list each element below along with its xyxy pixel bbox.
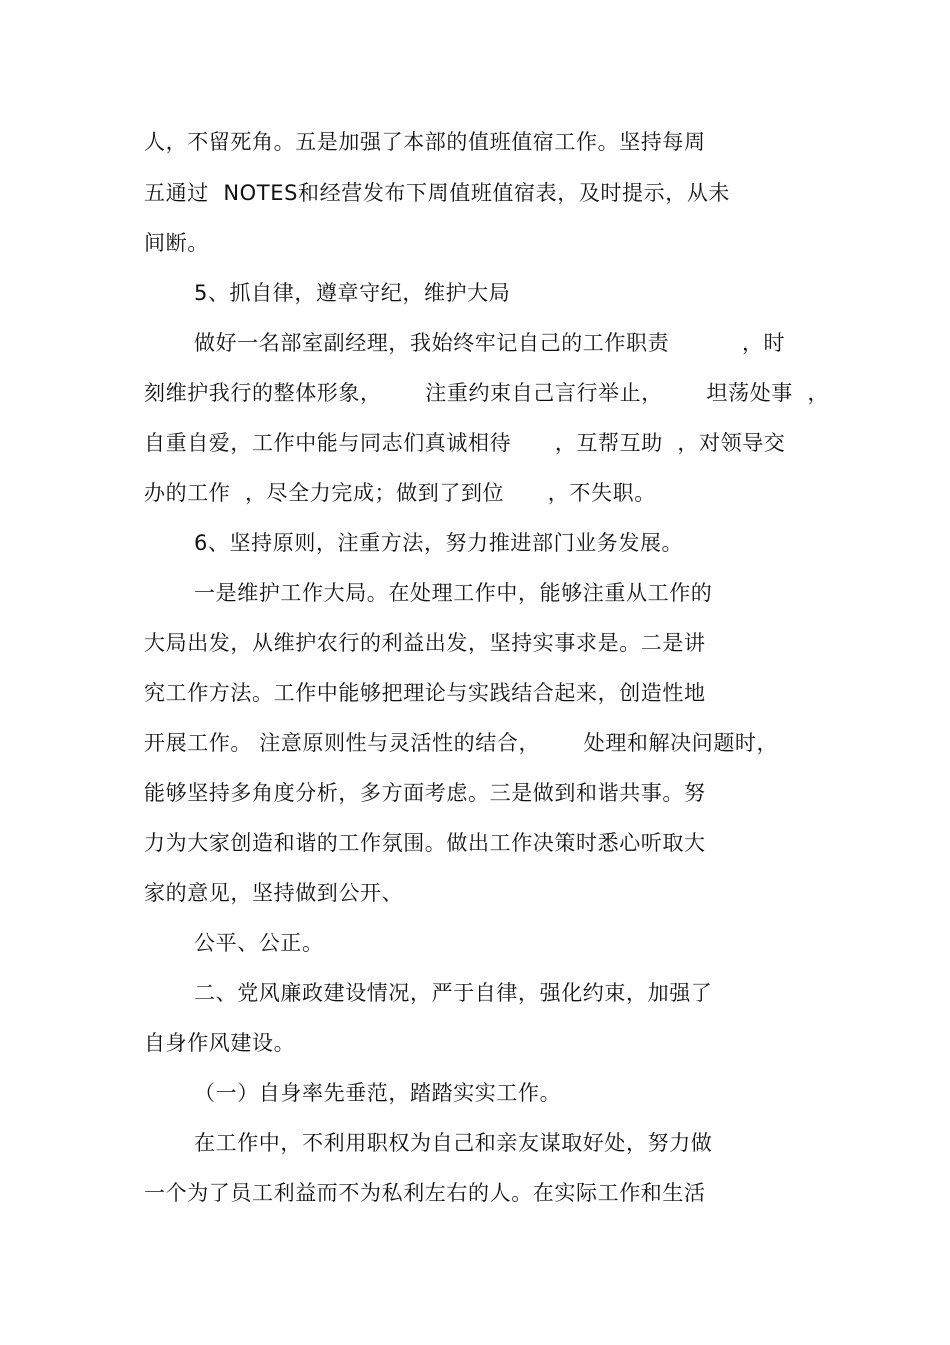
text-line: 刻维护我行的整体形象， 注重约束自己言行举止， 坦荡处事 ，: [144, 381, 830, 405]
section-heading: 5、抓自律，遵章守纪，维护大局: [194, 281, 511, 305]
text-line: 一个为了员工利益而不为私利左右的人。在实际工作和生活: [144, 1181, 706, 1205]
section-heading: 二、党风廉政建设情况，严于自律，强化约束，加强了: [194, 981, 713, 1005]
text-line: 开展工作。 注意原则性与灵活性的结合， 处理和解决问题时，: [144, 731, 779, 755]
text-line: 能够坚持多角度分析，多方面考虑。三是做到和谐共事。努: [144, 781, 706, 805]
text-line: 五通过 NOTES和经营发布下周值班值宿表，及时提示，从未: [144, 181, 731, 205]
text-line: 做好一名部室副经理，我始终牢记自己的工作职责 ，时: [194, 331, 786, 355]
text-line: 间断。: [144, 231, 209, 255]
text-line: 自身作风建设。: [144, 1031, 296, 1055]
text-line: 人，不留死角。五是加强了本部的值班值宿工作。坚持每周: [144, 130, 706, 154]
subsection-heading: （一）自身率先垂范，踏踏实实工作。: [194, 1081, 562, 1105]
text-line: 一是维护工作大局。在处理工作中，能够注重从工作的: [194, 581, 713, 605]
text-line: 在工作中，不利用职权为自己和亲友谋取好处，努力做: [194, 1131, 713, 1155]
text-line: 自重自爱，工作中能与同志们真诚相待 ，互帮互助 ，对领导交: [144, 431, 786, 455]
text-line: 大局出发，从维护农行的利益出发，坚持实事求是。二是讲: [144, 631, 706, 655]
text-line: 究工作方法。工作中能够把理论与实践结合起来，创造性地: [144, 681, 706, 705]
text-line: 力为大家创造和谐的工作氛围。做出工作决策时悉心听取大: [144, 831, 706, 855]
section-heading: 6、坚持原则，注重方法，努力推进部门业务发展。: [194, 531, 684, 555]
text-line: 公平、公正。: [194, 931, 324, 955]
text-line: 家的意见，坚持做到公开、: [144, 881, 404, 905]
text-line: 办的工作 ，尽全力完成；做到了到位 ，不失职。: [144, 481, 656, 505]
